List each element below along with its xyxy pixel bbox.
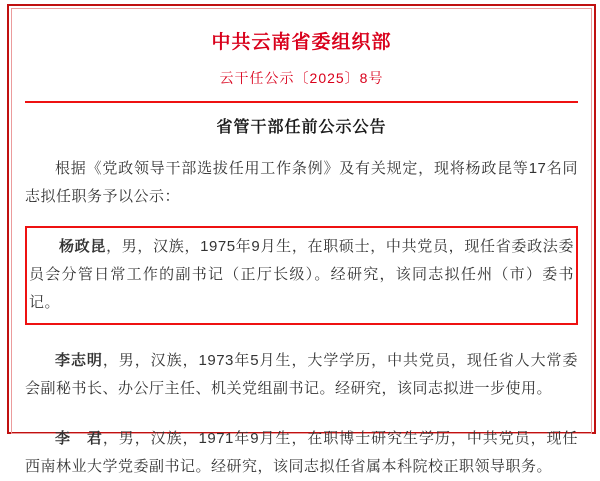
highlighted-entry-box <box>25 226 578 325</box>
entry-name: 杨政昆 <box>59 238 107 255</box>
doc-number: 云干任公示〔2025〕8号 <box>219 70 384 86</box>
page-border-inner <box>11 8 592 475</box>
entry-paragraph-lizhiming <box>25 347 578 403</box>
document-content <box>12 9 591 475</box>
red-separator-line <box>25 101 578 103</box>
org-title: 中共云南省委组织部 <box>211 32 392 53</box>
entry-detail: ，男，汉族，1973年5月生，大学学历，中共党员，现任省人大常委会副秘书长、办公厅主任、机关党组副书记。经研究，该同志拟进一步使用。 <box>25 352 578 397</box>
entry-detail: ，男，汉族，1975年9月生，在职硕士，中共党员，现任省委政法委员会分管日常工作的副书记（正厅长级）。经研究，该同志拟任州（市）委书记。 <box>29 238 574 311</box>
page-border-outer <box>7 4 596 475</box>
entry-paragraph-yangzhengkun <box>29 233 574 317</box>
entry-name: 李志明 <box>55 352 103 369</box>
entry-detail: ，男，汉族，1971年9月生，在职博士研究生学历，中共党员，现任西南林业大学党委副书记。经研究，该同志拟任省属本科院校正职领导职务。 <box>25 430 578 475</box>
intro-paragraph: 根据《党政领导干部选拔任用工作条例》及有关规定，现将杨政昆等17名同志拟任职务予以公示： <box>25 160 578 205</box>
entry-paragraph-lijun <box>25 425 578 481</box>
notice-title: 省管干部任前公示公告 <box>216 119 387 136</box>
entry-name: 李 君 <box>55 430 103 447</box>
